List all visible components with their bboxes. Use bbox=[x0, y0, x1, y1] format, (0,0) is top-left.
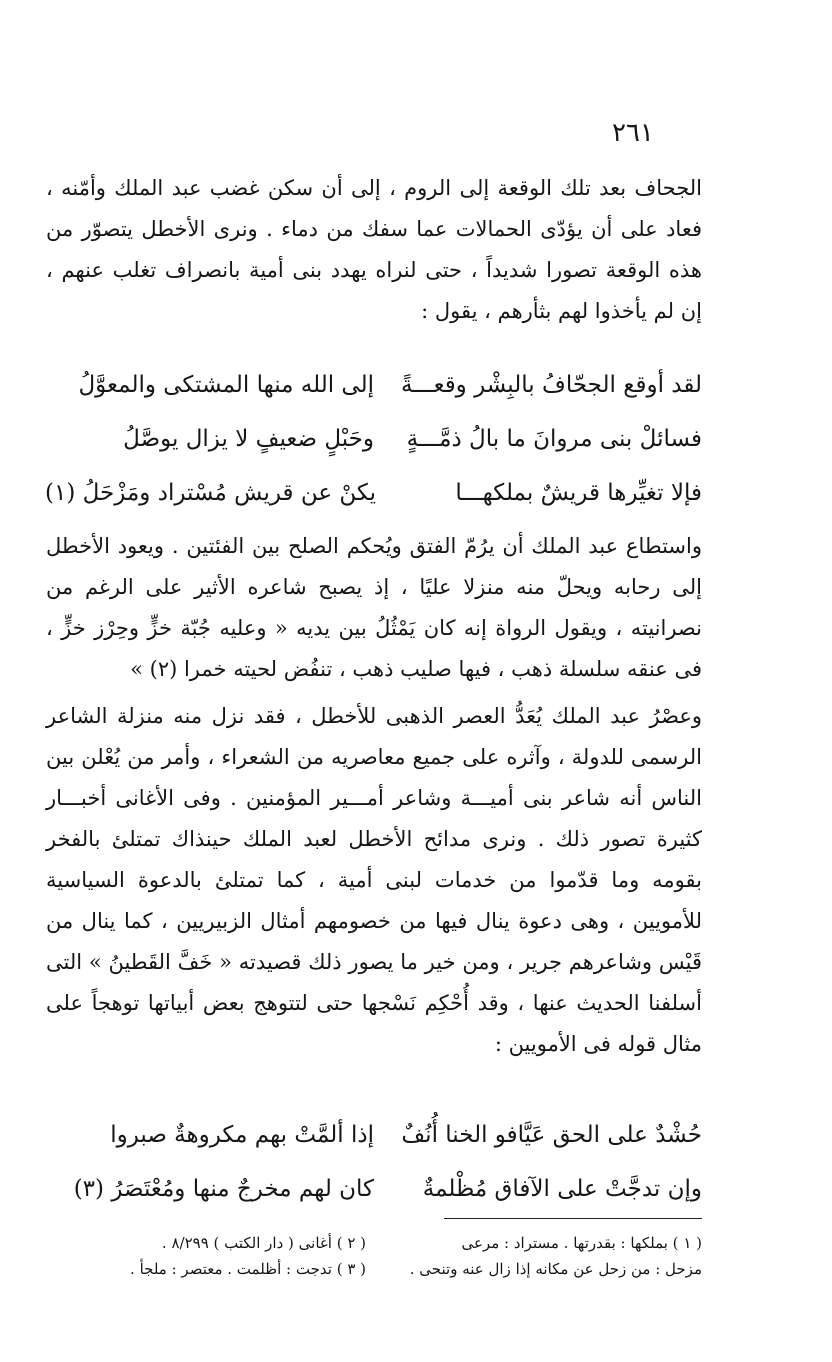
footnote-row bbox=[46, 1230, 702, 1256]
verse-first-hemistich: حُشْدٌ على الحق عَيَّافو الخنا أُنُفٌ bbox=[401, 1122, 702, 1148]
verse-second-hemistich: إذا ألمَّتْ بهم مكروهةٌ صبروا bbox=[110, 1122, 374, 1148]
footnote-row bbox=[46, 1256, 702, 1282]
verse-second-hemistich: يكنْ عن قريش مُسْتراد ومَزْحَلُ (١) bbox=[45, 480, 376, 506]
page-number: ٢٦١ bbox=[612, 118, 654, 148]
footnote-2: ( ٢ ) أغانى ( دار الكتب ) ٨/٢٩٩ . bbox=[161, 1234, 366, 1252]
verse-first-hemistich: فإلا تغيِّرها قريشٌ بملكهـــا bbox=[455, 480, 702, 506]
verse-second-hemistich: كان لهم مخرجٌ منها ومُعْتَصَرُ (٣) bbox=[73, 1176, 374, 1202]
verse-line bbox=[46, 358, 702, 412]
verse-line bbox=[46, 412, 702, 466]
verse-second-hemistich: وحَبْلٍ ضعيفٍ لا يزال يوصَّلُ bbox=[123, 426, 374, 452]
footnotes bbox=[46, 1230, 702, 1282]
paragraph-1: الجحاف بعد تلك الوقعة إلى الروم ، إلى أن سكن غضب عبد الملك وأمّنه ، فعاد على أن يؤدّى الحمالات عما سفك من دماء . ونرى الأخطل يتصوّر من هذه الوقعة تصورا شديداً ، حتى لنراه يهدد بنى أمية بانصراف تغلب عنهم ، إن لم يأخذوا لهم بثأرهم ، يقول : bbox=[46, 176, 702, 323]
verse-first-hemistich: وإن تدجَّتْ على الآفاق مُظْلمةٌ bbox=[422, 1176, 702, 1202]
verse-block-2 bbox=[46, 1108, 702, 1216]
verse-line bbox=[46, 1108, 702, 1162]
verse-line bbox=[46, 466, 702, 520]
verse-first-hemistich: لقد أوقع الجحّافُ بالبِشْر وقعـــةً bbox=[401, 372, 702, 398]
footnote-divider bbox=[444, 1218, 702, 1219]
verse-second-hemistich: إلى الله منها المشتكى والمعوَّلُ bbox=[78, 372, 374, 398]
footnote-1: ( ١ ) بملكها : بقدرتها . مستراد : مرعى bbox=[461, 1234, 702, 1252]
verse-block-1 bbox=[46, 358, 702, 520]
paragraph-2: واستطاع عبد الملك أن يرُمّ الفتق ويُحكم الصلح بين الفئتين . ويعود الأخطل إلى رحابه ويحلّ منه منزلا عليًا ، إذ يصبح شاعره الأثير على الرغم من نصرانيته ، ويقول الرواة إنه كان يَمْثُلُ بين يديه « وعليه جُبّة خزٍّ وحِرْز خزٍّ ، فى عنقه سلسلة ذهب ، فيها صليب ذهب ، تنفُض لحيته خمرا (٢) » bbox=[46, 534, 702, 681]
verse-line bbox=[46, 1162, 702, 1216]
paragraph-3: وعصْرُ عبد الملك يُعَدُّ العصر الذهبى للأخطل ، فقد نزل منه منزلة الشاعر الرسمى للدولة ، وآثره على جميع معاصريه من الشعراء ، وأمر من يُعْلن بين الناس أنه شاعر بنى أميـــة وشاعر أمـــير المؤمنين . وفى الأغانى أخبـــار كثيرة تصور ذلك . ونرى مدائح الأخطل لعبد الملك حينذاك تمتلئ بالفخر بقومه وما قدّموا من خدمات لبنى أمية ، كما تمتلئ بالدعوة السياسية للأمويين ، وهى دعوة ينال فيها من خصومهم أمثال الزبيريين ، كما ينال من قَيْس وشاعرهم جرير ، ومن خير ما يصور ذلك قصيدته « خَفَّ القَطينُ » التى أسلفنا الحديث عنها ، وقد أُحْكِم نَسْجها حتى لتتوهج بعض أبياتها توهجاً على مثال قوله فى الأمويين : bbox=[46, 704, 702, 1056]
footnote-1-continued: مزحل : من زحل عن مكانه إذا زال عنه وتنحى . bbox=[409, 1260, 702, 1278]
verse-first-hemistich: فسائلْ بنى مروانَ ما بالُ ذمَّـــةٍ bbox=[406, 426, 702, 452]
footnote-3: ( ٣ ) تدجت : أظلمت . معتصر : ملجأ . bbox=[130, 1260, 366, 1278]
